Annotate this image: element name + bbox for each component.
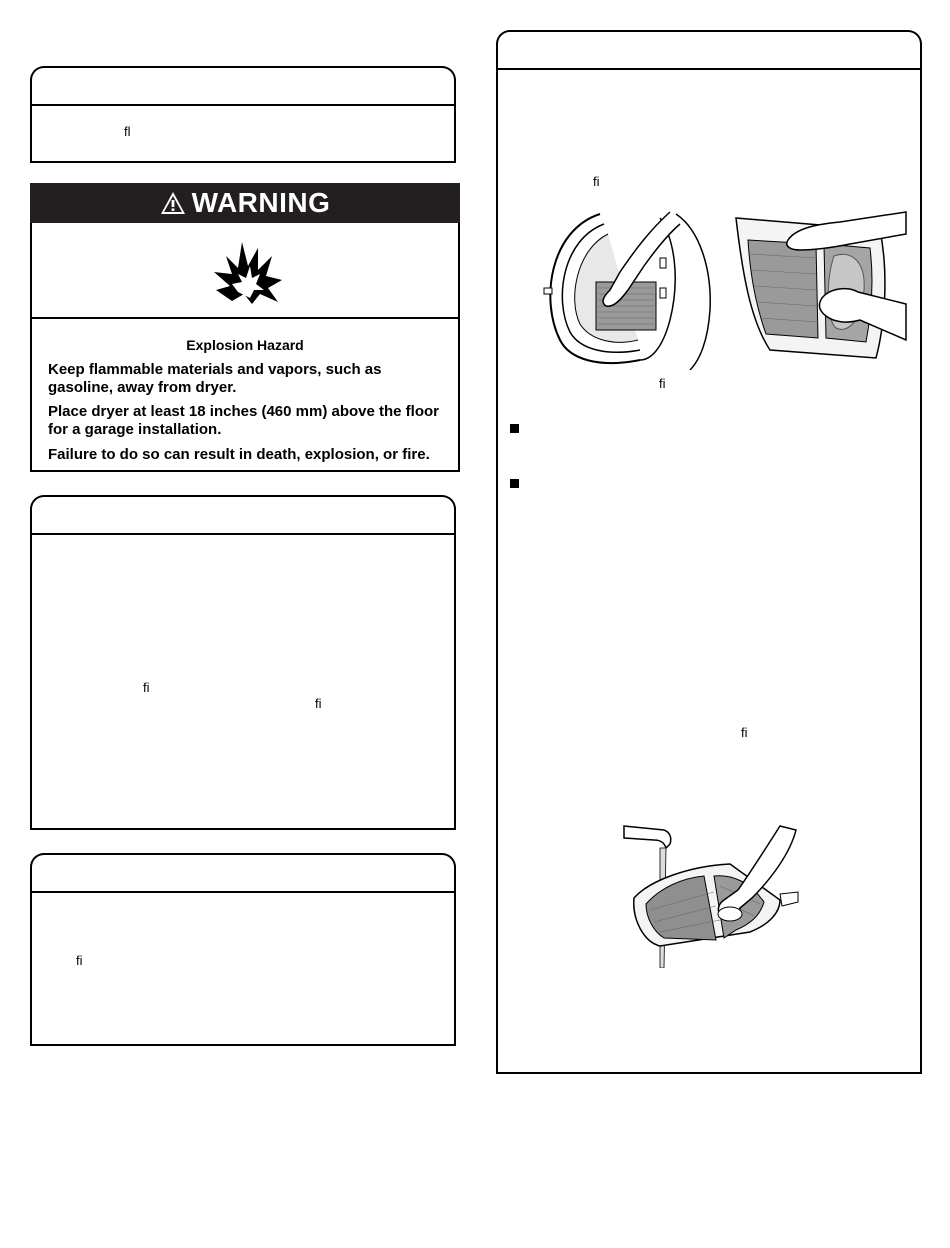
section3-ligature: fi: [76, 953, 83, 968]
section2-ligature-2: fi: [315, 696, 322, 711]
lint-screen-cleaning-illustration: [730, 210, 910, 365]
warning-line-2: Place dryer at least 18 inches (460 mm) above the floor for a garage installation.: [48, 403, 439, 438]
section3-header-tab: [30, 853, 456, 893]
warning-line-3: Failure to do so can result in death, explosion, or fire.: [48, 446, 430, 463]
dryer-door-lint-screen-illustration: [540, 210, 715, 370]
section1-ligature: fl: [124, 124, 131, 139]
section1-header-tab: [30, 66, 456, 106]
warning-hazard-title: Explosion Hazard: [186, 337, 304, 353]
section2-ligature-1: fi: [143, 680, 150, 695]
section3-body: [30, 891, 456, 1046]
warning-line-1: Keep flammable materials and vapors, such as gasoline, away from dryer.: [48, 361, 382, 396]
explosion-icon: [212, 236, 284, 306]
figure1-caption-ligature: fi: [659, 376, 666, 391]
bullet-2: [510, 479, 519, 488]
section2-header-tab: [30, 495, 456, 535]
lint-screen-washing-illustration: [620, 820, 805, 968]
section1-body: [30, 104, 456, 163]
right-ligature-top: fi: [593, 174, 600, 189]
warning-triangle-icon: [160, 191, 186, 215]
warning-header: [30, 183, 460, 223]
right-ligature-mid: fi: [741, 725, 748, 740]
right-section-header-tab: [496, 30, 922, 70]
bullet-1: [510, 424, 519, 433]
section2-body: [30, 533, 456, 830]
warning-title: WARNING: [191, 187, 331, 218]
